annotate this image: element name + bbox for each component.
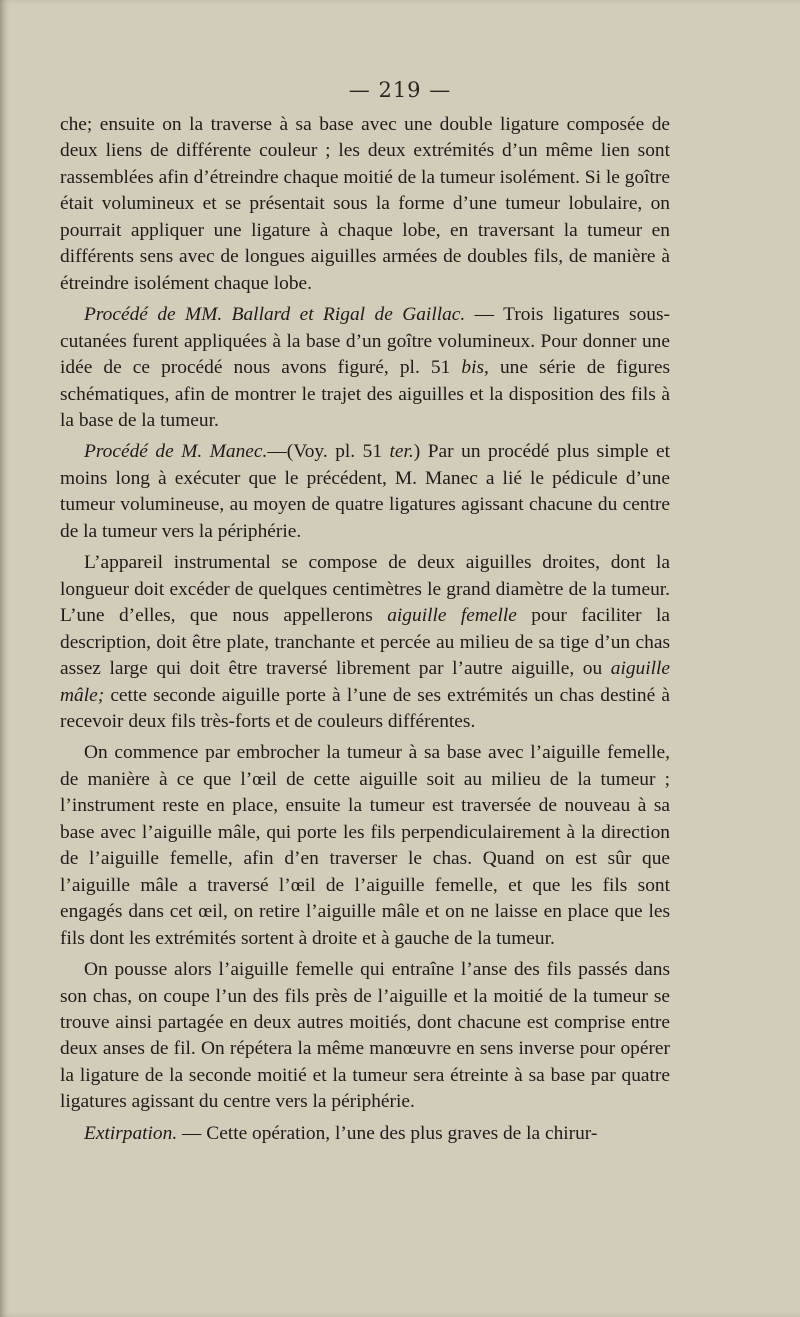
paragraph: On pousse alors l’aiguille femelle qui entraîne l’anse des fils passés dans son chas, on coupe l’un des fils près de l’aiguille et la moitié de la tumeur se trouve ainsi partagée en deux autres moitiés, dont chacune est comprise entre deux anses de fil. On répétera la même manœuvre en sens inverse pour opérer la ligature de la seconde moitié et la tumeur sera étreinte à sa base par quatre ligatures agissant du centre vers la périphérie. <box>60 959 670 1113</box>
body-text <box>60 112 670 1147</box>
paragraph: Procédé de MM. Ballard et Rigal de Gaillac. — Trois ligatures sous-cutanées furent appliquées à la base d’un goître volumineux. Pour donner une idée de ce procédé nous avons figuré, pl. 51 bis, une série de figures schématiques, afin de montrer le trajet des aiguilles et la disposition des fils à la base de la tumeur. <box>60 304 670 431</box>
page-number: — 219 — <box>348 78 452 102</box>
subheading: Procédé de MM. Ballard et Rigal de Gaillac. <box>84 304 466 326</box>
paragraph: On commence par embrocher la tumeur à sa base avec l’aiguille femelle, de manière à ce que l’œil de cette aiguille soit au milieu de la tumeur ; l’instrument reste en place, ensuite la tumeur est traversée de nouveau à sa base avec l’aiguille mâle, qui porte les fils perpendiculairement à la direction de l’aiguille femelle, afin d’en traverser le chas. Quand on est sûr que l’aiguille mâle a traversé l’œil de l’aiguille femelle, et que les fils sont engagés dans cet œil, on retire l’aiguille mâle et on ne laisse en place que les fils dont les extrémités sortent à droite et à gauche de la tumeur. <box>60 742 670 949</box>
paragraph: Procédé de M. Manec.—(Voy. pl. 51 ter.) Par un procédé plus simple et moins long à exécuter que le précédent, M. Manec a lié le pédicule d’une tumeur volumineuse, au moyen de quatre ligatures agissant chacune du centre de la tumeur vers la périphérie. <box>60 441 670 542</box>
subheading: Procédé de M. Manec. <box>84 441 268 463</box>
subheading: Extirpation. <box>84 1122 178 1144</box>
paragraph: che; ensuite on la traverse à sa base avec une double ligature composée de deux liens de différente couleur ; les deux extrémités d’un même lien sont rassemblées afin d’étreindre chaque moitié de la tumeur isolément. Si le goître était volumineux et se présentait sous la forme d’une tumeur lobulaire, on pourrait appliquer une ligature à chaque lobe, en traversant la tumeur en différents sens avec de longues aiguilles armées de doubles fils, de manière à étreindre isolément chaque lobe. <box>60 114 670 294</box>
paragraph: Extirpation. — Cette opération, l’une des plus graves de la chirur- <box>84 1122 598 1144</box>
paragraph: L’appareil instrumental se compose de deux aiguilles droites, dont la longueur doit excéder de quelques centimètres le grand diamètre de la tumeur. L’une d’elles, que nous appellerons aiguille femelle pour faciliter la description, doit être plate, tranchante et percée au milieu de sa tige d’un chas assez large qui doit être traversé librement par l’autre aiguille, ou aiguille mâle; cette seconde aiguille porte à l’une de ses extrémités un chas destiné à recevoir deux fils très-forts et de couleurs différentes. <box>60 552 670 732</box>
